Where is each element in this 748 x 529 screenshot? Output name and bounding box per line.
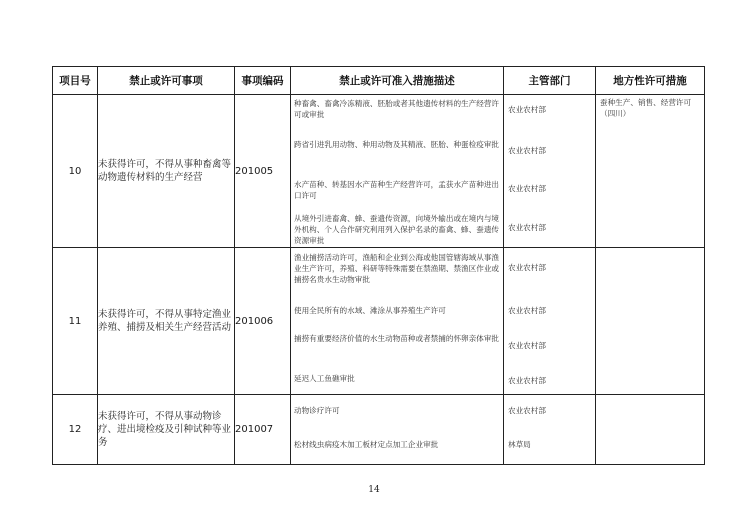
department-text: 农业农村部	[508, 223, 546, 232]
measure-text: 渔业捕捞活动许可，渔船和企业到公海或他国管辖海域从事渔业生产许可，养殖、科研等特殊需要在禁渔期、禁渔区作业或捕捞名贵水生动物审批	[294, 253, 500, 284]
department-text: 农业农村部	[508, 406, 546, 415]
table-row	[53, 395, 705, 465]
header-item: 禁止或许可事项	[98, 67, 235, 95]
measure-text: 延迟人工鱼礁审批	[294, 374, 355, 383]
department-cell	[504, 248, 596, 395]
local-measures-cell	[596, 248, 705, 395]
measure-text: 捕捞有重要经济价值的水生动物苗种或者禁捕的怀卵亲体审批	[294, 334, 500, 343]
item-description: 未获得许可，不得从事特定渔业养殖、捕捞及相关生产经营活动	[98, 248, 235, 395]
item-description: 未获得许可，不得从事动物诊疗、进出境检疫及引种试种等业务	[98, 395, 235, 465]
measures-cell	[291, 95, 504, 248]
measures-cell	[291, 248, 504, 395]
department-text: 农业农村部	[508, 341, 546, 350]
measure-text: 种畜禽、畜禽冷冻精液、胚胎或者其他遗传材料的生产经营许可或审批	[294, 99, 500, 119]
department-text: 林草局	[508, 440, 531, 449]
department-text: 农业农村部	[508, 263, 546, 272]
item-code: 201007	[235, 395, 291, 465]
measures-cell	[291, 395, 504, 465]
table-row	[53, 248, 705, 395]
measure-text: 松材线虫病疫木加工板材定点加工企业审批	[294, 440, 439, 449]
header-measures: 禁止或许可准入措施描述	[291, 67, 504, 95]
header-row	[53, 67, 705, 95]
department-text: 农业农村部	[508, 146, 546, 155]
department-cell	[504, 395, 596, 465]
page-number: 14	[368, 485, 380, 495]
header-code: 事项编码	[235, 67, 291, 95]
department-text: 农业农村部	[508, 376, 546, 385]
item-number: 10	[53, 95, 98, 248]
measure-text: 从境外引进畜禽、蜂、蚕遗传资源，向境外输出或在境内与境外机构、个人合作研究利用列入保护名录的畜禽、蜂、蚕遗传资源审批	[294, 214, 500, 245]
header-department: 主管部门	[504, 67, 596, 95]
header-local-measures: 地方性许可措施	[596, 67, 705, 95]
local-measures-cell	[596, 95, 705, 248]
item-code: 201006	[235, 248, 291, 395]
header-item-number: 项目号	[53, 67, 98, 95]
department-text: 农业农村部	[508, 105, 546, 114]
item-code: 201005	[235, 95, 291, 248]
measure-text: 动物诊疗许可	[294, 406, 340, 415]
table-row	[53, 95, 705, 248]
item-description: 未获得许可，不得从事种畜禽等动物遗传材料的生产经营	[98, 95, 235, 248]
department-cell	[504, 95, 596, 248]
item-number: 12	[53, 395, 98, 465]
department-text: 农业农村部	[508, 184, 546, 193]
measure-text: 使用全民所有的水域、滩涂从事养殖生产许可	[294, 306, 446, 315]
department-text: 农业农村部	[508, 306, 546, 315]
measure-text: 跨省引进乳用动物、种用动物及其精液、胚胎、种蛋检疫审批	[294, 140, 500, 149]
local-measures-cell	[596, 395, 705, 465]
item-number: 11	[53, 248, 98, 395]
measure-text: 水产苗种、转基因水产苗种生产经营许可，孟获水产苗种进出口许可	[294, 180, 500, 200]
local-measure-text: 蚕种生产、销售、经营许可（四川）	[600, 98, 692, 118]
negative-list-table	[52, 66, 705, 465]
